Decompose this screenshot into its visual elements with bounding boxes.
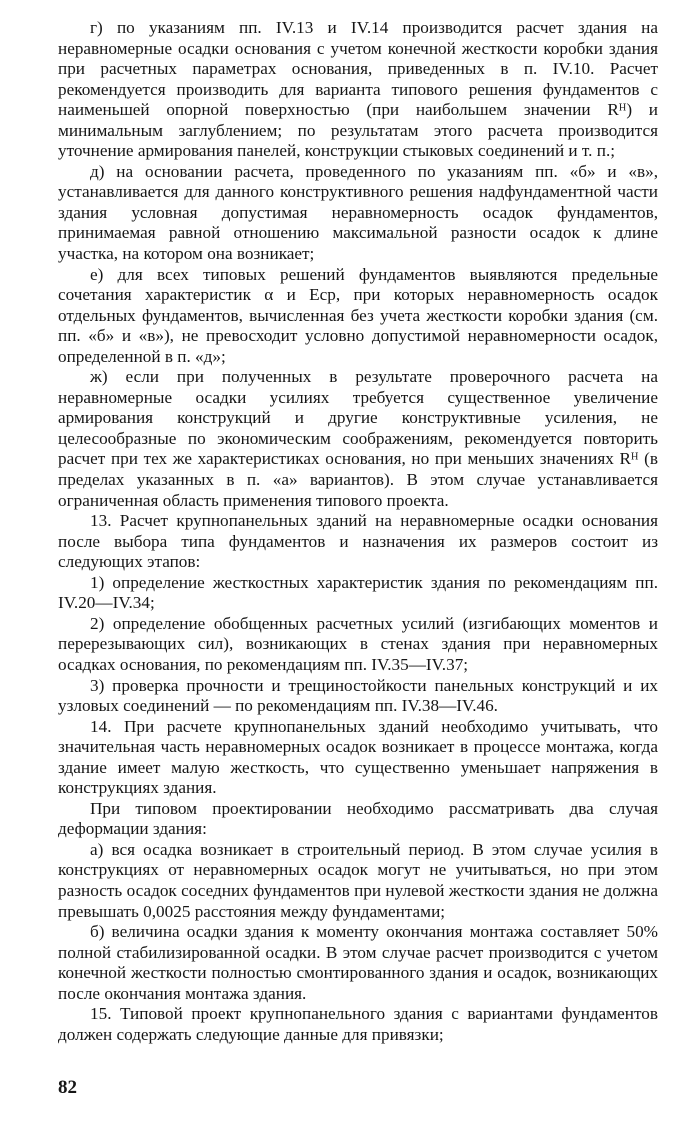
list-item-3: 3) проверка прочности и трещиностойкости панельных конструкций и их узловых соединений — по рекомендациям пп. IV.38—IV.46.	[58, 675, 658, 716]
paragraph-13: 13. Расчет крупнопанельных зданий на неравномерные осадки основания после выбора типа фундаментов и назначения их размеров состоит из следующих этапов:	[58, 511, 658, 572]
page-number: 82	[58, 1077, 77, 1098]
paragraph-14: 14. При расчете крупнопанельных зданий необходимо учитывать, что значительная часть неравномерных осадок возникает в процессе монтажа, когда здание имеет малую жесткость, что существенно уменьшает напряжения в конструкциях здания.	[58, 716, 658, 798]
case-b: б) величина осадки здания к моменту окончания монтажа составляет 50% полной стабилизированной осадки. В этом случае расчет производится с учетом конечной жесткости полностью смонтированного здания и осадок, возникающих после окончания монтажа здания.	[58, 922, 658, 1003]
paragraph-zh: ж) если при полученных в результате проверочного расчета на неравномерные осадки усилиях требуется существенное увеличение армирования конструкций и другие конструктивные усиления, не целесообразные по экономическим соображениям, рекомендуется повторить расчет при тех же характеристиках основания, но при меньших значениях Rᴴ (в пределах указанных в п. «а» вариантов). В этом случае устанавливается ограниченная область применения типового проекта.	[58, 367, 658, 510]
case-a: а) вся осадка возникает в строительный период. В этом случае усилия в конструкциях от неравномерных осадок могут не учитываться, но при этом разность осадок соседних фундаментов при нулевой жесткости здания не должна превышать 0,0025 расстояния между фундаментами;	[58, 839, 658, 921]
page-body	[58, 18, 658, 1045]
list-item-2: 2) определение обобщенных расчетных усилий (изгибающих моментов и перерезывающих сил), возникающих в стенах здания при неравномерных осадках основания, по рекомендациям пп. IV.35—IV.37;	[58, 613, 658, 674]
paragraph-15: 15. Типовой проект крупнопанельного здания с вариантами фундаментов должен содержать следующие данные для привязки;	[58, 1004, 658, 1044]
paragraph-e: е) для всех типовых решений фундаментов выявляются предельные сочетания характеристик α и Eср, при которых неравномерность осадок отдельных фундаментов, вычисленная без учета жесткости коробки здания (см. пп. «б» и «в»), не превосходит условно допустимой неравномерности осадок, определенной в п. «д»;	[58, 264, 658, 366]
list-item-1: 1) определение жесткостных характеристик здания по рекомендациям пп. IV.20—IV.34;	[58, 572, 658, 613]
paragraph-cases-intro: При типовом проектировании необходимо рассматривать два случая деформации здания:	[58, 798, 658, 839]
paragraph-g: г) по указаниям пп. IV.13 и IV.14 производится расчет здания на неравномерные осадки основания с учетом конечной жесткости коробки здания при расчетных параметрах основания, приведенных в п. IV.10. Расчет рекомендуется производить для варианта типового решения фундаментов с наименьшей опорной поверхностью (при наибольшем значении Rᴴ) и минимальным заглублением; по результатам этого расчета производится уточнение армирования панелей, конструкции стыковых соединений и т. п.;	[58, 18, 658, 161]
paragraph-d: д) на основании расчета, проведенного по указаниям пп. «б» и «в», устанавливается для данного конструктивного решения надфундаментной части здания условная допустимая неравномерность осадок фундаментов, принимаемая равной отношению максимальной разности осадок к длине участка, на котором она возникает;	[58, 161, 658, 264]
